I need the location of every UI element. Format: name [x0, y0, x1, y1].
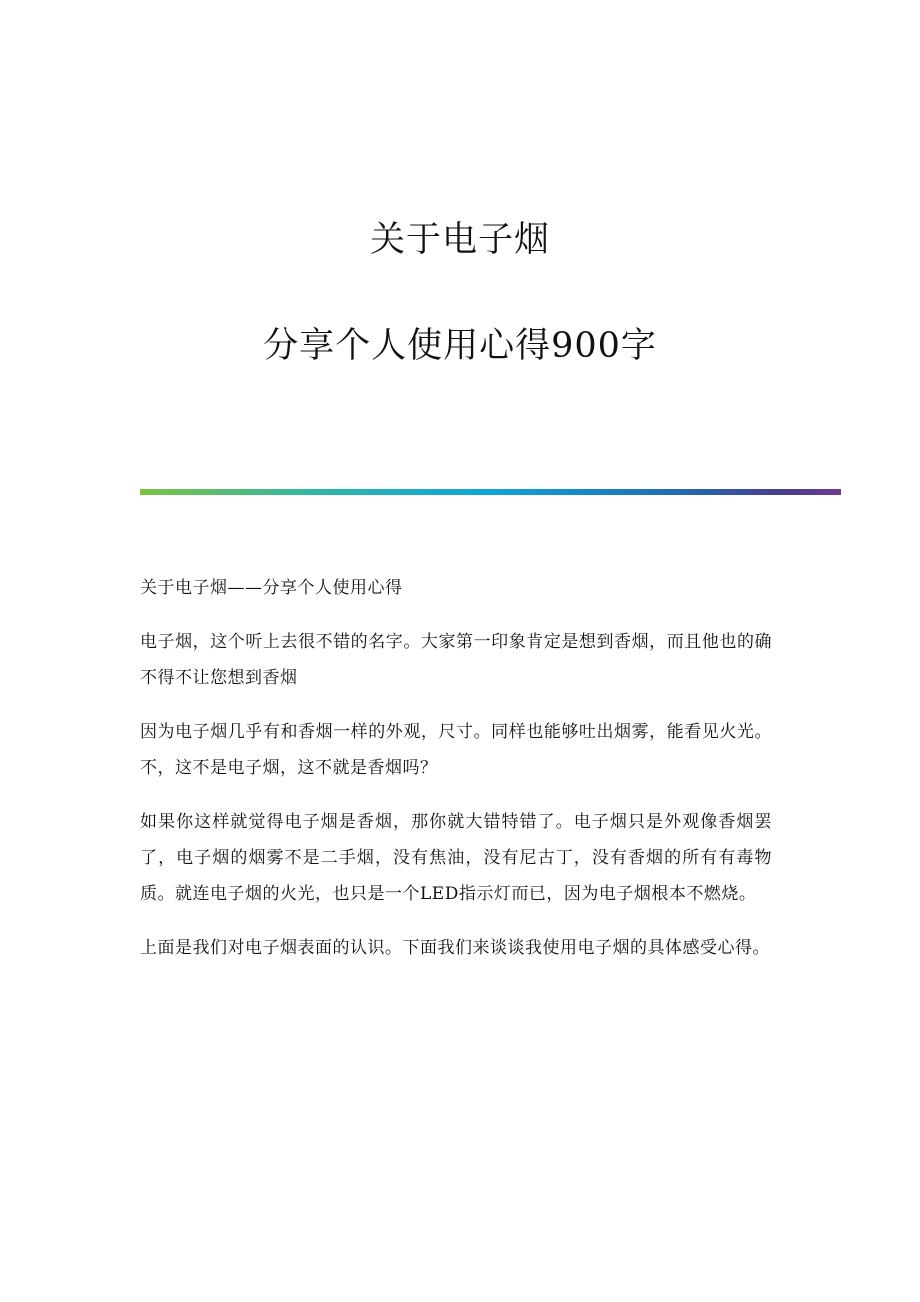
gradient-divider: [140, 489, 841, 495]
page-title-line-2: 分享个人使用心得900字: [263, 326, 657, 366]
document-body: [140, 570, 772, 984]
body-paragraph-4: 上面是我们对电子烟表面的认识。下面我们来谈谈我使用电子烟的具体感受心得。: [140, 938, 770, 958]
body-paragraph-2: 因为电子烟几乎有和香烟一样的外观，尺寸。同样也能够吐出烟雾，能看见火光。不，这不是电子烟，这不就是香烟吗？: [140, 722, 772, 778]
body-paragraph-1: 电子烟，这个听上去很不错的名字。大家第一印象肯定是想到香烟，而且他也的确不得不让您想到香烟: [140, 632, 772, 688]
subtitle-paragraph: 关于电子烟——分享个人使用心得: [140, 578, 403, 598]
body-paragraph-3: 如果你这样就觉得电子烟是香烟，那你就大错特错了。电子烟只是外观像香烟罢了，电子烟的烟雾不是二手烟，没有焦油，没有尼古丁，没有香烟的所有有毒物质。就连电子烟的火光，也只是一个LED指示灯而已，因为电子烟根本不燃烧。: [140, 812, 772, 904]
page-title-line-1: 关于电子烟: [369, 220, 550, 260]
